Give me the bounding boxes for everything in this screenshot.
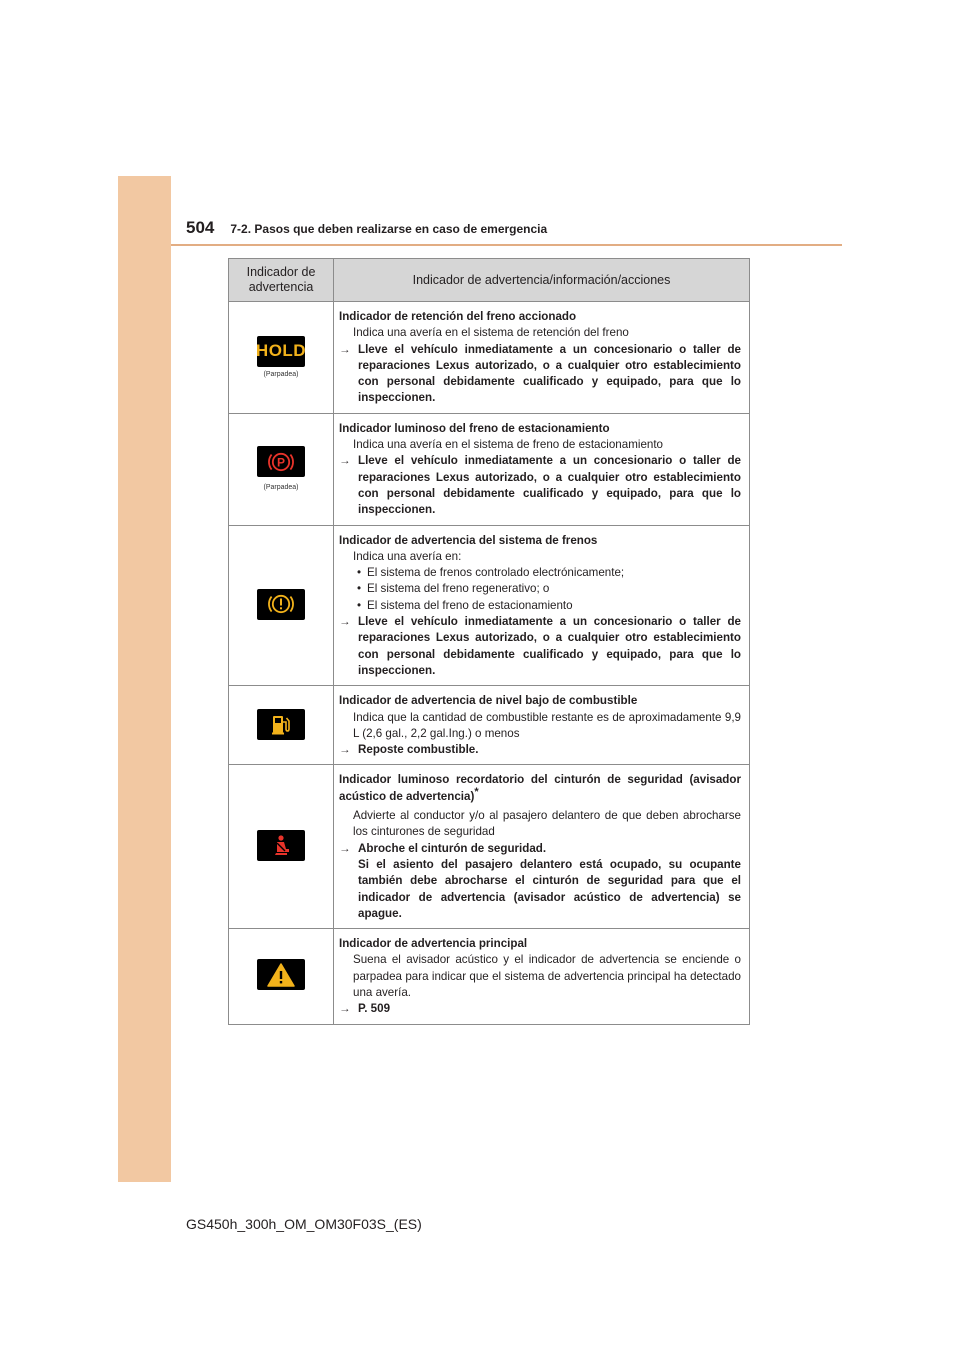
seat-belt-reminder-icon-graphic [269,834,293,858]
list-item: • El sistema de frenos controlado electrónicamente; [357,565,741,581]
description-cell [334,302,750,414]
action-text: Lleve el vehículo inmediatamente a un concesionario o taller de reparaciones Lexus autorizado, o a cualquier otro establecimiento con personal debidamente cualificado y equipado, para que lo inspeccionen. [358,615,741,677]
indicator-cell [229,686,334,765]
indicator-title-text: Indicador luminoso recordatorio del cinturón de seguridad (avisador acústico de advertencia) [339,773,741,803]
blink-caption: (Parpadea) [263,484,299,492]
action-text: Abroche el cinturón de seguridad. [358,841,547,855]
warning-indicator-table [228,258,750,1025]
list-item: • El sistema del freno de estacionamiento [357,598,741,614]
indicator-action [339,342,741,407]
blink-caption: (Parpadea) [263,370,299,378]
brake-system-warning-icon-graphic [266,591,296,617]
action-text: Reposte combustible. [358,743,479,757]
table-row [229,525,750,686]
header-rule [171,244,842,246]
indicator-body: Indica una avería en el sistema de freno de estacionamiento [353,438,664,452]
indicator-title: Indicador de advertencia principal [339,937,528,951]
list-item: • El sistema del freno regenerativo; o [357,581,741,597]
indicator-body: Indica que la cantidad de combustible restante es de aproximadamente 9,9 L (2,6 gal., 2,2 gal.Ing.) o menos [353,710,741,740]
table-row [229,413,750,525]
page-reference-link[interactable]: P. 509 [358,1002,391,1016]
indicator-action [339,742,741,758]
hold-icon-label: HOLD [255,341,307,361]
description-cell [334,413,750,525]
indicator-title: Indicador luminoso del freno de estacionamiento [339,421,610,435]
action-text: Lleve el vehículo inmediatamente a un concesionario o taller de reparaciones Lexus autorizado, o a cualquier otro establecimiento con personal debidamente cualificado y equipado, para que lo inspeccionen. [358,342,741,405]
indicator-body: Indica una avería en: [353,549,462,563]
chapter-sidebar [118,176,171,1182]
indicator-cell [229,525,334,686]
indicator-body: Indica una avería en el sistema de retención del freno [353,326,629,340]
page-number: 504 [186,218,215,237]
master-warning-icon-graphic [266,962,296,988]
footnote-mark: * [474,785,479,798]
master-warning-icon [257,959,305,990]
indicator-body: Suena el avisador acústico y el indicador de advertencia se enciende o parpadea para indicar que el sistema de advertencia principal ha detectado una avería. [353,953,741,999]
indicator-cell [229,302,334,414]
indicator-action [339,614,741,679]
indicator-cell [229,929,334,1024]
indicator-title: Indicador de retención del freno accionado [339,310,577,323]
arrow-icon: → [339,342,351,356]
hold-icon [257,336,305,367]
arrow-icon: → [339,454,351,468]
low-fuel-icon-graphic [271,714,291,736]
description-cell [334,525,750,686]
indicator-title: Indicador de advertencia del sistema de frenos [339,533,598,547]
bullet-list [339,565,741,614]
document-code-footer: GS450h_300h_OM_OM30F03S_(ES) [186,1216,422,1232]
description-cell [334,929,750,1024]
indicator-body: Advierte al conductor y/o al pasajero delantero de que deben abrocharse los cinturones de seguridad [353,809,741,839]
table-row [229,302,750,414]
arrow-icon: → [339,1002,351,1016]
parking-brake-icon [257,446,305,477]
description-cell [334,686,750,765]
low-fuel-icon [257,709,305,740]
section-title: 7-2. Pasos que deben realizarse en caso de emergencia [230,222,548,236]
arrow-icon: → [339,841,351,855]
column-header-description: Indicador de advertencia/información/acciones [334,259,750,302]
page-header [186,218,547,238]
table-row [229,765,750,929]
indicator-note: Si el asiento del pasajero delantero está ocupado, su ocupante también debe abrocharse el cinturón de seguridad para que el indicador de advertencia (avisador acústico de advertencia) se apague. [358,857,741,920]
brake-system-warning-icon [257,589,305,620]
table-row [229,686,750,765]
indicator-cell [229,765,334,929]
indicator-cell [229,413,334,525]
arrow-icon: → [339,743,351,757]
indicator-title [339,772,741,805]
table-header-row [229,259,750,302]
column-header-indicator: Indicador de advertencia [229,259,334,302]
indicator-title: Indicador de advertencia de nivel bajo de combustible [339,694,638,708]
description-cell [334,765,750,929]
arrow-icon: → [339,615,351,629]
parking-brake-icon-graphic [266,449,296,475]
indicator-action [339,453,741,518]
svg-text:P: P [276,455,286,470]
table-row [229,929,750,1024]
action-text: Lleve el vehículo inmediatamente a un concesionario o taller de reparaciones Lexus autorizado, o a cualquier otro establecimiento con personal debidamente cualificado y equipado, para que lo inspeccionen. [358,454,741,517]
seat-belt-reminder-icon [257,830,305,861]
indicator-action [339,1001,741,1017]
indicator-action [339,841,741,857]
